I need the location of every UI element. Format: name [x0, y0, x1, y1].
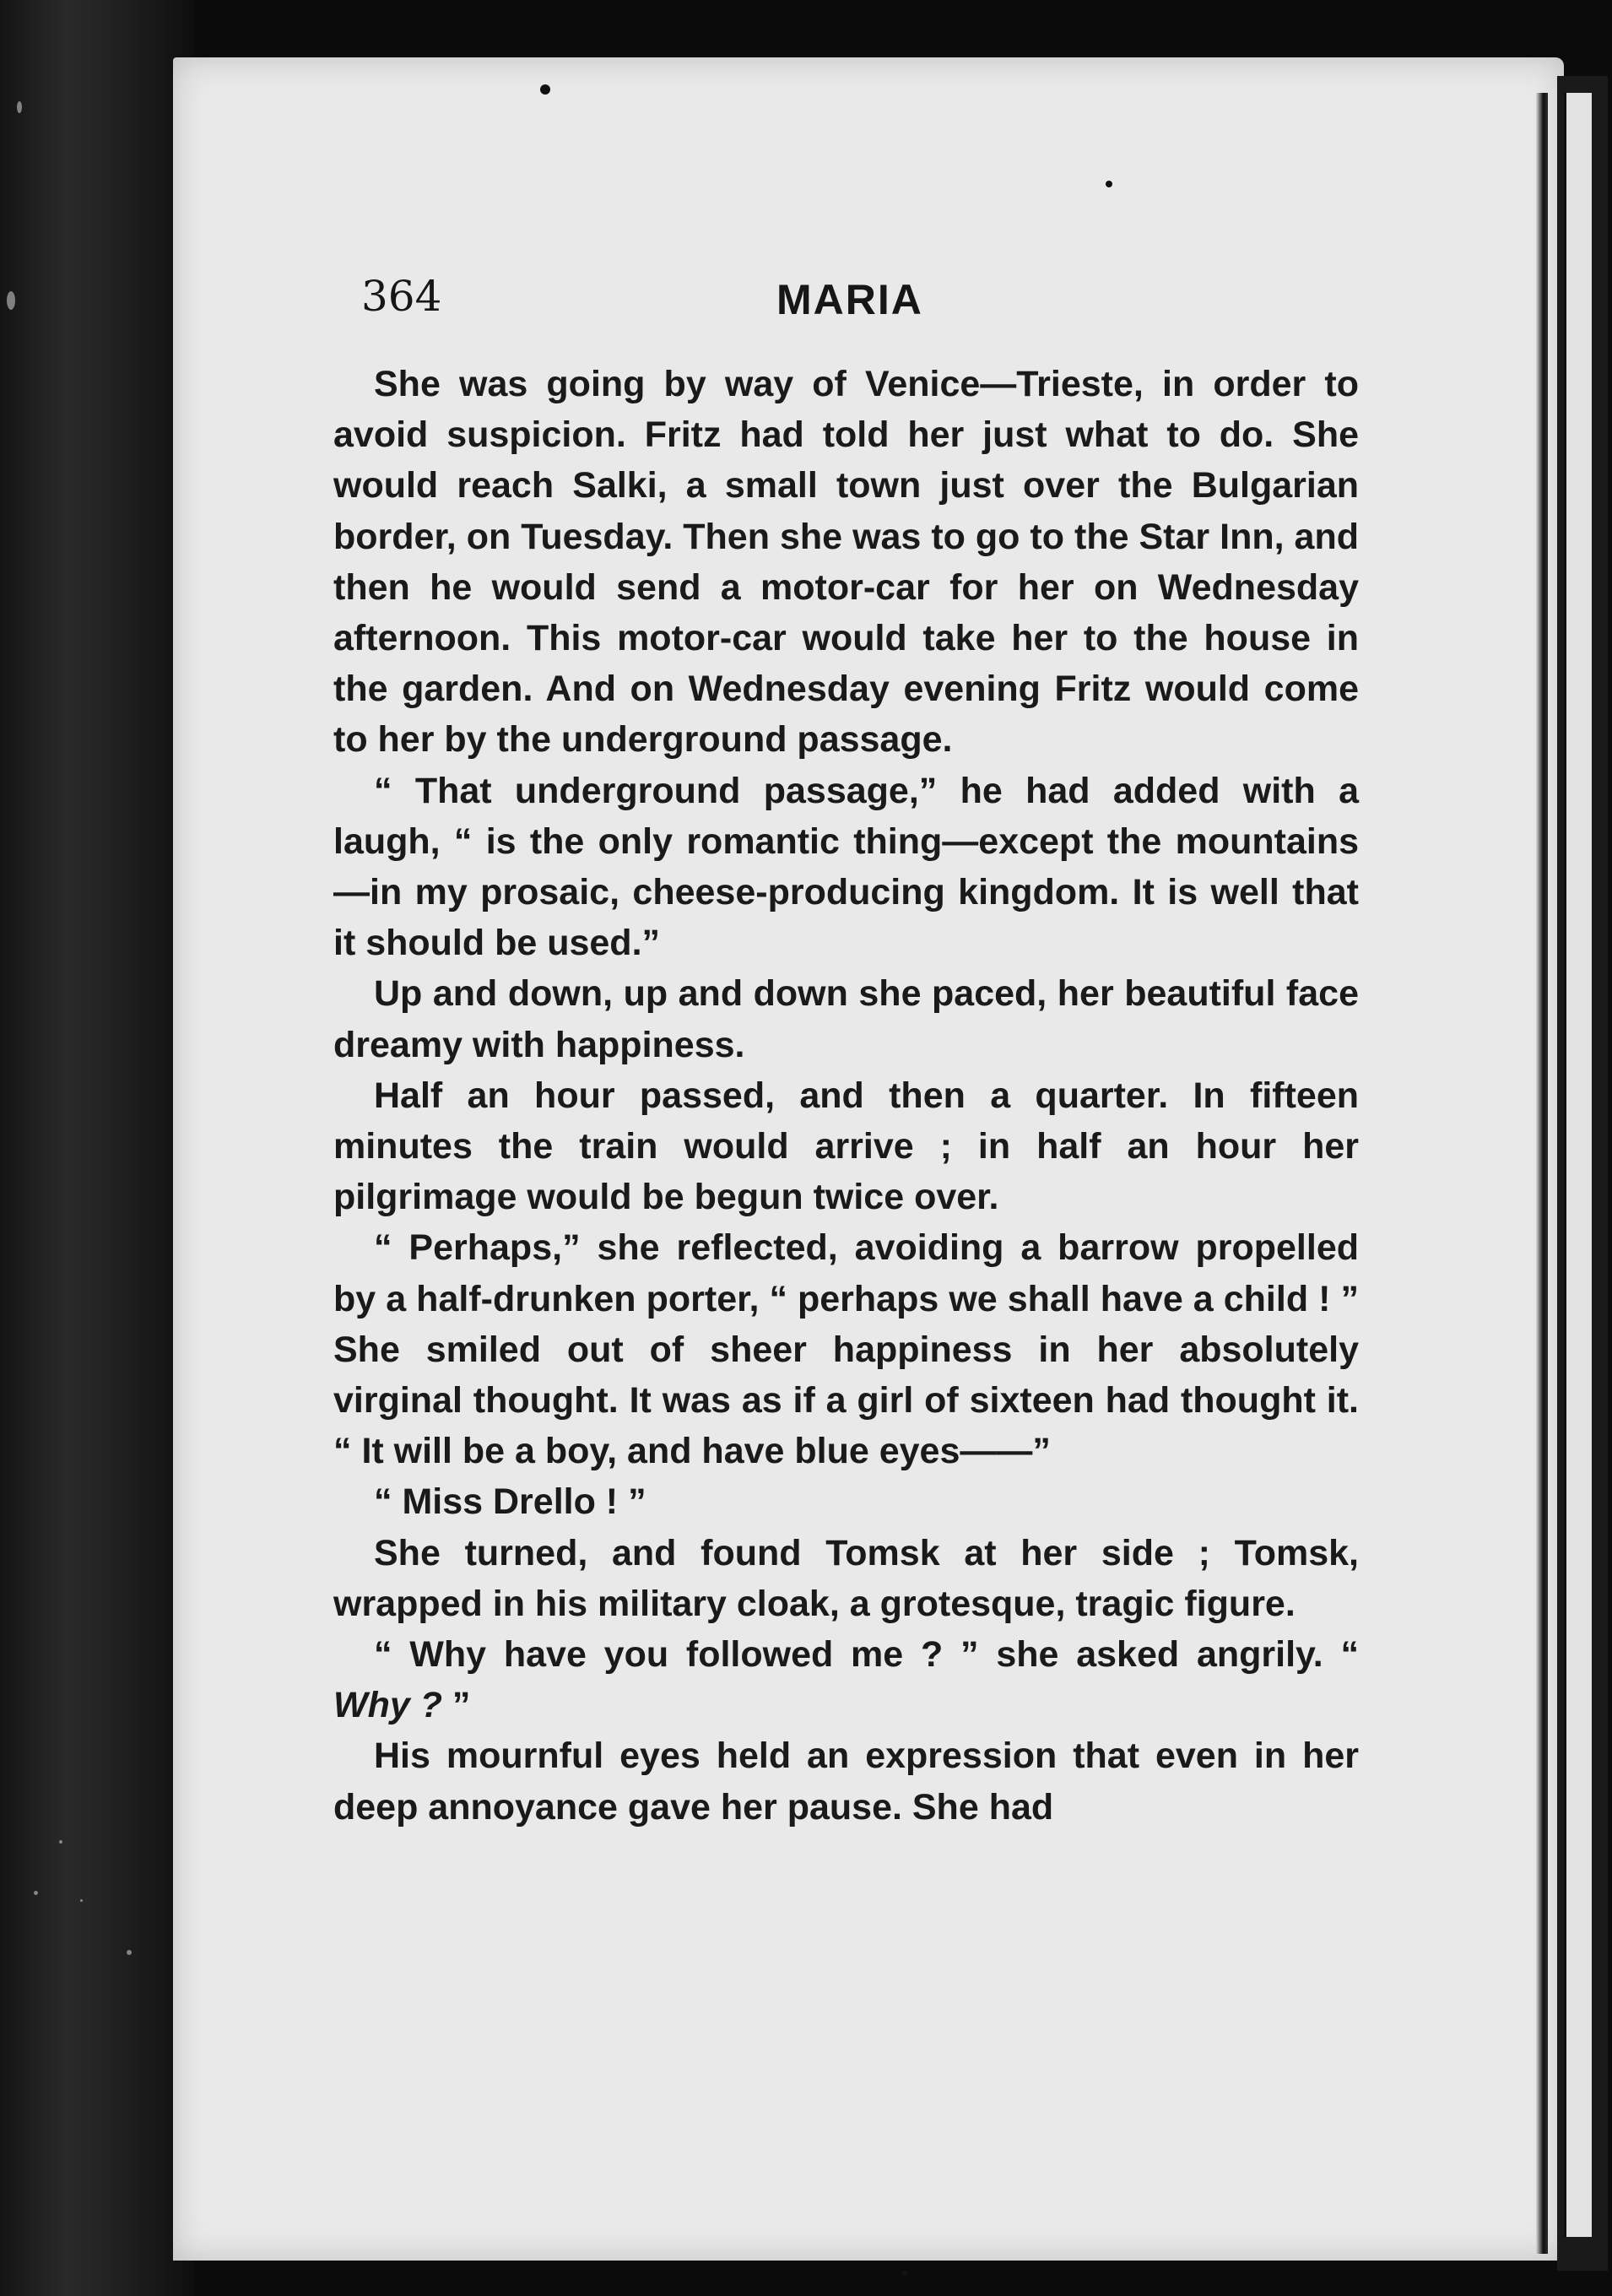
paragraph: His mournful eyes held an expression that even in her deep annoyance gave her pause. She had [333, 1736, 1359, 1828]
dialogue-text: ” [441, 1685, 471, 1726]
paragraph: “ Miss Drello ! ” [374, 1481, 646, 1523]
running-head: MARIA [776, 276, 923, 323]
adjacent-page-strip [1557, 76, 1608, 2271]
adjacent-page-edge [1564, 93, 1592, 2237]
paragraph: “ That underground passage,” he had added with a laugh, “ is the only romantic thing—except the mountains—in my prosaic, cheese-producing kingdom. It is well that it should be used.” [333, 770, 1359, 964]
paragraph: She turned, and found Tomsk at her side ; Tomsk, wrapped in his military cloak, a grotesque, tragic figure. [333, 1532, 1359, 1624]
page-header [0, 272, 1612, 331]
book-binding [0, 0, 194, 2296]
scan-speck [17, 101, 22, 113]
scan-dot [901, 2271, 908, 2276]
paragraph: “ Perhaps,” she reflected, avoiding a barrow propelled by a half-drunken porter, “ perhaps we shall have a child ! ” She smiled out of sheer happiness in her absolutely virginal thought. It was as if a girl of sixteen had thought it. “ It will be a boy, and have blue eyes——” [333, 1227, 1359, 1472]
scan-speck [34, 1891, 38, 1895]
scan-dot [540, 84, 550, 95]
paragraph: Half an hour passed, and then a quarter. In fifteen minutes the train would arrive ; in half an hour her pilgrimage would be begun twice over. [333, 1075, 1359, 1218]
paragraph: Up and down, up and down she paced, her beautiful face dreamy with happiness. [333, 973, 1359, 1065]
scan-speck [59, 1840, 62, 1844]
paragraph [333, 1629, 1359, 1730]
page-number: 364 [361, 272, 442, 321]
scan-speck [127, 1950, 132, 1955]
dialogue-text: “ Why have you followed me ? ” she asked angrily. “ [374, 1634, 1359, 1676]
body-text [333, 359, 1359, 1833]
paragraph: She was going by way of Venice—Trieste, in order to avoid suspicion. Fritz had told her just what to do. She would reach Salki, a small town just over the Bulgarian border, on Tuesday. Then she was to go to the Star Inn, and then he would send a motor-car for her on Wednesday afternoon. This motor-car would take her to the house in the garden. And on Wednesday evening Fritz would come to her by the underground passage. [333, 364, 1359, 761]
italic-text: Why ? [333, 1685, 442, 1726]
scan-dot [1106, 181, 1112, 187]
scan-speck [80, 1899, 83, 1902]
page-edge [1536, 93, 1548, 2254]
